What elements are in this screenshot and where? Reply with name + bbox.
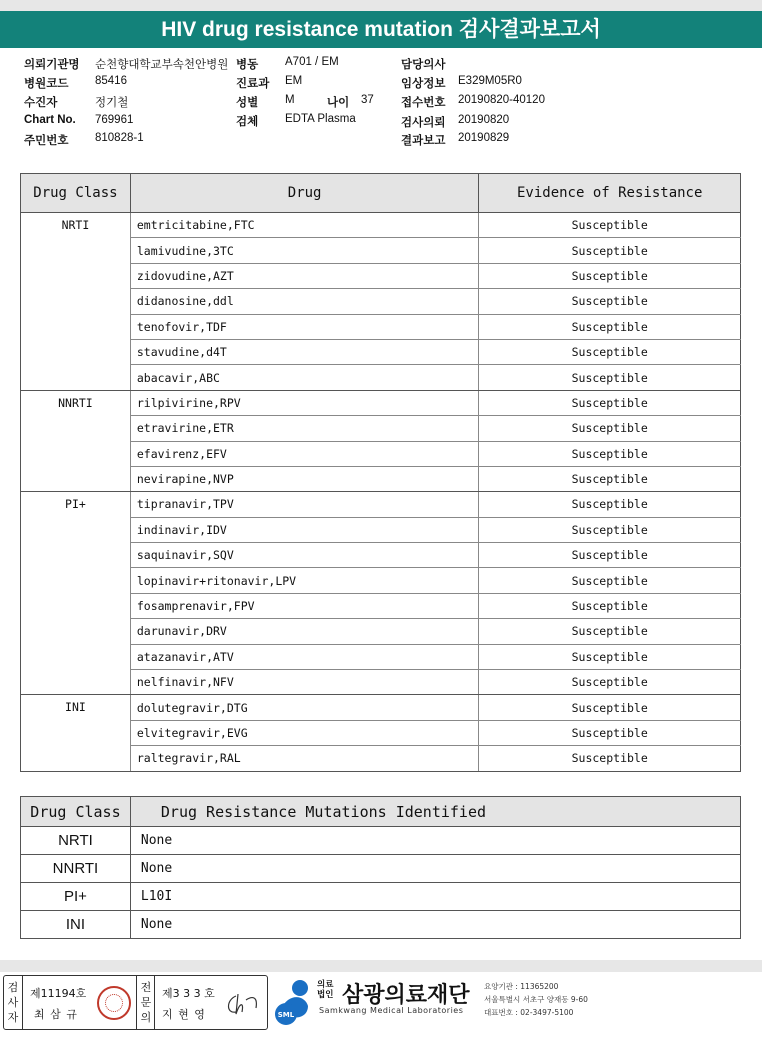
table-row	[21, 390, 741, 415]
drug-cell: nelfinavir,NFV	[130, 670, 479, 695]
mut-class-cell: INI	[21, 911, 131, 939]
evidence-cell: Susceptible	[479, 543, 741, 568]
evidence-cell: Susceptible	[479, 441, 741, 466]
table-row	[21, 911, 741, 939]
header-drug-class: Drug Class	[21, 174, 131, 213]
drug-cell: nevirapine,NVP	[130, 466, 479, 491]
mutation-header-row	[21, 797, 741, 827]
drug-class-cell: NRTI	[21, 213, 131, 391]
mut-value-cell: L10I	[130, 883, 740, 911]
age-label: 나이	[327, 97, 350, 109]
top-strip	[0, 0, 762, 11]
evidence-cell: Susceptible	[479, 314, 741, 339]
mut-value-cell: None	[130, 827, 740, 855]
report-value: 20190829	[458, 132, 510, 144]
sml-logo-icon	[272, 978, 316, 1026]
evidence-cell: Susceptible	[479, 695, 741, 720]
hospital-code-value: 85416	[95, 75, 127, 87]
drug-cell: etravirine,ETR	[130, 416, 479, 441]
header-evidence: Evidence of Resistance	[479, 174, 741, 213]
evidence-cell: Susceptible	[479, 339, 741, 364]
specialist-license: 제3 3 3 호	[162, 987, 215, 1000]
table-row	[21, 695, 741, 720]
evidence-cell: Susceptible	[479, 289, 741, 314]
mut-class-cell: PI+	[21, 883, 131, 911]
drug-class-cell: INI	[21, 695, 131, 771]
evidence-cell: Susceptible	[479, 416, 741, 441]
ward-value: A701 / EM	[285, 56, 339, 68]
org-phone: 대표번호 : 02-3497-5100	[484, 1008, 574, 1017]
drug-class-cell: PI+	[21, 492, 131, 695]
evidence-cell: Susceptible	[479, 670, 741, 695]
examiner-label: 검 사 자	[7, 981, 19, 1024]
request-value: 20190820	[458, 114, 510, 126]
divider	[136, 976, 137, 1029]
mut-header-mutations: Drug Resistance Mutations Identified	[130, 797, 740, 827]
sex-label: 성별	[236, 97, 259, 109]
report-label: 결과보고	[401, 135, 446, 147]
drug-cell: emtricitabine,FTC	[130, 213, 479, 238]
dept-value: EM	[285, 75, 303, 87]
institution-label: 의뢰기관명	[24, 59, 80, 71]
id-label: 주민번호	[24, 135, 69, 147]
receipt-value: 20190820-40120	[458, 94, 545, 106]
drug-cell: abacavir,ABC	[130, 365, 479, 390]
hospital-code-label: 병원코드	[24, 78, 69, 90]
drug-cell: fosamprenavir,FPV	[130, 593, 479, 618]
logo-text: SML	[277, 1011, 295, 1019]
mutation-table	[20, 796, 741, 939]
sex-value: M	[285, 94, 295, 106]
drug-cell: didanosine,ddl	[130, 289, 479, 314]
table-row	[21, 883, 741, 911]
bottom-strip	[0, 960, 762, 972]
evidence-cell: Susceptible	[479, 644, 741, 669]
receipt-label: 접수번호	[401, 97, 446, 109]
table-row	[21, 492, 741, 517]
clinical-value: E329M05R0	[458, 75, 522, 87]
ward-label: 병동	[236, 59, 259, 71]
drug-cell: elvitegravir,EVG	[130, 720, 479, 745]
dept-label: 진료과	[236, 78, 270, 90]
drug-cell: tenofovir,TDF	[130, 314, 479, 339]
specimen-label: 검체	[236, 116, 259, 128]
mut-value-cell: None	[130, 911, 740, 939]
chart-value: 769961	[95, 114, 134, 126]
evidence-cell: Susceptible	[479, 568, 741, 593]
doctor-label: 담당의사	[401, 59, 446, 71]
drug-cell: lamivudine,3TC	[130, 238, 479, 263]
evidence-cell: Susceptible	[479, 263, 741, 288]
patient-value: 정기철	[95, 97, 129, 109]
evidence-cell: Susceptible	[479, 517, 741, 542]
signature-icon	[222, 988, 262, 1018]
drug-cell: darunavir,DRV	[130, 619, 479, 644]
org-english-name: Samkwang Medical Laboratories	[319, 1006, 464, 1015]
evidence-cell: Susceptible	[479, 492, 741, 517]
org-code: 요양기관 : 11365200	[484, 982, 559, 991]
clinical-label: 임상정보	[401, 78, 446, 90]
evidence-cell: Susceptible	[479, 593, 741, 618]
id-value: 810828-1	[95, 132, 144, 144]
mut-class-cell: NNRTI	[21, 855, 131, 883]
signature-box	[3, 975, 268, 1030]
specialist-label: 전 문 의	[140, 981, 152, 1024]
mut-value-cell: None	[130, 855, 740, 883]
drug-cell: atazanavir,ATV	[130, 644, 479, 669]
chart-label: Chart No.	[24, 114, 76, 126]
evidence-cell: Susceptible	[479, 365, 741, 390]
drug-cell: efavirenz,EFV	[130, 441, 479, 466]
evidence-cell: Susceptible	[479, 213, 741, 238]
patient-info	[0, 52, 762, 152]
age-value: 37	[361, 94, 374, 106]
org-info	[484, 980, 588, 1019]
org-address: 서울특별시 서초구 양재동 9-60	[484, 995, 588, 1004]
drug-cell: dolutegravir,DTG	[130, 695, 479, 720]
resistance-table	[20, 173, 741, 772]
specimen-value: EDTA Plasma	[285, 113, 356, 125]
report-title: HIV drug resistance mutation 검사결과보고서	[0, 11, 762, 48]
resistance-header-row	[21, 174, 741, 213]
drug-cell: rilpivirine,RPV	[130, 390, 479, 415]
org-prefix: 의료법인	[317, 980, 334, 1000]
examiner-seal-icon	[97, 986, 131, 1020]
evidence-cell: Susceptible	[479, 238, 741, 263]
evidence-cell: Susceptible	[479, 619, 741, 644]
divider	[154, 976, 155, 1029]
specialist-name: 지 현 영	[162, 1008, 206, 1021]
table-row	[21, 855, 741, 883]
evidence-cell: Susceptible	[479, 466, 741, 491]
drug-class-cell: NNRTI	[21, 390, 131, 492]
evidence-cell: Susceptible	[479, 720, 741, 745]
request-label: 검사의뢰	[401, 117, 446, 129]
drug-cell: stavudine,d4T	[130, 339, 479, 364]
drug-cell: indinavir,IDV	[130, 517, 479, 542]
evidence-cell: Susceptible	[479, 746, 741, 771]
mut-header-drug-class: Drug Class	[21, 797, 131, 827]
org-name: 삼광의료재단	[342, 982, 470, 1007]
drug-cell: saquinavir,SQV	[130, 543, 479, 568]
drug-cell: lopinavir+ritonavir,LPV	[130, 568, 479, 593]
evidence-cell: Susceptible	[479, 390, 741, 415]
drug-cell: raltegravir,RAL	[130, 746, 479, 771]
examiner-name: 최 삼 규	[34, 1008, 78, 1021]
examiner-license: 제11194호	[30, 987, 87, 1000]
institution-value: 순천향대학교부속천안병원	[95, 59, 229, 71]
resistance-table-body	[21, 213, 741, 772]
table-row	[21, 213, 741, 238]
patient-label: 수진자	[24, 97, 58, 109]
mut-class-cell: NRTI	[21, 827, 131, 855]
table-row	[21, 827, 741, 855]
header-drug: Drug	[130, 174, 479, 213]
drug-cell: zidovudine,AZT	[130, 263, 479, 288]
divider	[22, 976, 23, 1029]
drug-cell: tipranavir,TPV	[130, 492, 479, 517]
